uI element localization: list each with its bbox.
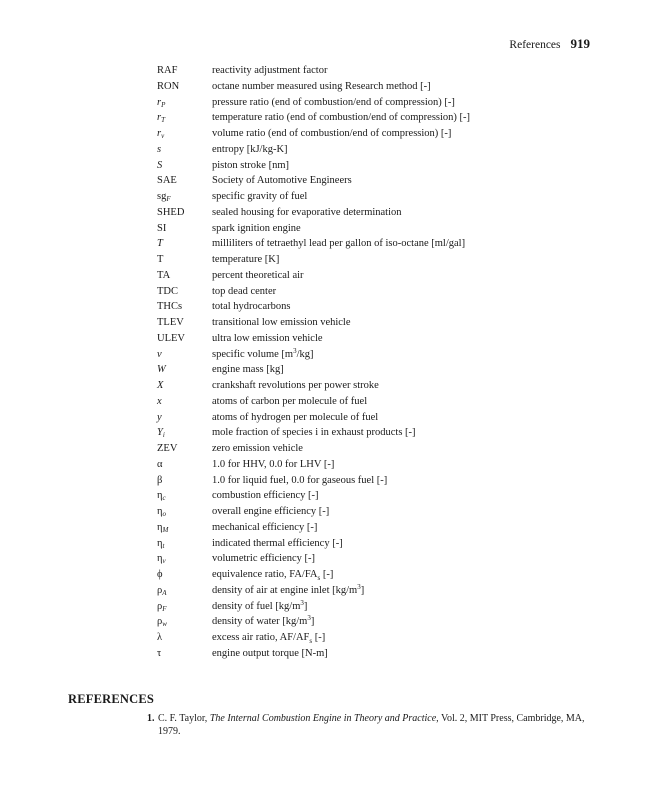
symbol: W — [157, 364, 166, 376]
reference-number: 1. — [147, 713, 155, 724]
symbol: SHED — [157, 206, 185, 218]
symbol-row — [157, 520, 597, 536]
symbol: $\rho_w$ — [157, 616, 167, 629]
symbol-row — [157, 331, 597, 347]
symbol: $\eta_M$ — [157, 521, 169, 534]
symbol: SI — [157, 222, 167, 234]
symbol: ϕ — [157, 569, 163, 580]
symbol: T — [157, 254, 164, 265]
symbol-description: 1.0 for HHV, 0.0 for LHV [-] — [212, 458, 335, 470]
reference-authors: C. F. Taylor, — [158, 713, 210, 724]
symbol-row — [157, 79, 597, 95]
symbol-subscript: t — [162, 541, 165, 550]
symbol-row — [157, 315, 597, 331]
symbol: $\eta_o$ — [157, 506, 166, 518]
reference-item — [147, 713, 588, 738]
symbol: $r_P$ — [157, 96, 166, 109]
symbol-row — [157, 236, 597, 252]
symbol-description: specific volume $[m^3/kg]$ — [212, 346, 314, 360]
symbol-row — [157, 189, 597, 205]
symbol-row — [157, 630, 597, 646]
symbol-row — [157, 63, 597, 79]
symbol-row — [157, 646, 597, 662]
symbol-row — [157, 457, 597, 473]
symbol: β — [157, 474, 163, 486]
symbol-row — [157, 268, 597, 284]
symbol-description: specific gravity of fuel — [212, 191, 308, 202]
symbol-description: top dead center — [212, 285, 277, 297]
symbol-row — [157, 284, 597, 300]
symbol-subscript: v — [161, 132, 165, 140]
symbol: T — [157, 238, 163, 250]
symbol-row — [157, 126, 597, 142]
symbol-row — [157, 504, 597, 520]
symbol-row — [157, 378, 597, 394]
symbol: λ — [157, 632, 163, 643]
symbol-description: atoms of carbon per molecule of fuel — [212, 395, 368, 407]
symbol-row — [157, 252, 597, 268]
symbol: X — [157, 380, 164, 391]
references-heading: REFERENCES — [68, 692, 155, 706]
symbol: v — [157, 348, 162, 360]
symbol-description: volumetric efficiency [-] — [212, 553, 316, 565]
symbol-description: piston stroke [nm] — [212, 159, 289, 171]
symbol-description: density of water $[kg/m^3]$ — [212, 614, 315, 628]
symbol-row — [157, 551, 597, 567]
reference-title: The Internal Combustion Engine in Theory and Practice, — [209, 713, 439, 724]
symbol-description: volume ratio (end of combustion/end of compression) [-] — [212, 128, 452, 139]
symbol-description: percent theoretical air — [212, 269, 304, 281]
symbol-subscript: T — [161, 116, 165, 125]
symbol-row — [157, 536, 597, 552]
symbol-subscript: A — [162, 588, 167, 597]
symbol-subscript: o — [162, 510, 166, 518]
symbol: ZEV — [157, 443, 178, 454]
symbol-row — [157, 110, 597, 126]
symbol: TDC — [157, 285, 178, 297]
symbol-description: excess air ratio, $AF/AF_s$ [-] — [212, 632, 326, 646]
symbol-description: engine output torque [N-m] — [212, 647, 328, 659]
symbol-description: transitional low emission vehicle — [212, 317, 351, 328]
symbol-description: temperature [K] — [212, 254, 280, 265]
running-header — [509, 36, 590, 52]
symbol: y — [157, 411, 162, 423]
symbol-description: indicated thermal efficiency [-] — [212, 537, 343, 549]
symbol-subscript: c — [162, 494, 166, 503]
symbol-description: crankshaft revolutions per power stroke — [212, 380, 379, 391]
symbol: $\rho_F$ — [157, 600, 167, 613]
symbol-row — [157, 142, 597, 158]
symbol-description: reactivity adjustment factor — [212, 65, 328, 76]
symbol-row — [157, 205, 597, 221]
symbol: x — [157, 395, 162, 407]
symbol-row — [157, 394, 597, 410]
symbol-subscript: F — [162, 604, 167, 613]
symbol-row — [157, 583, 597, 599]
symbol: $r_T$ — [157, 112, 165, 125]
symbol: $\eta_c$ — [157, 490, 166, 503]
symbol-description: temperature ratio (end of combustion/end of compression) [-] — [212, 112, 471, 124]
symbol-row — [157, 425, 597, 441]
symbol-subscript: i — [162, 431, 165, 440]
symbol: τ — [157, 647, 162, 659]
symbol-subscript: w — [162, 620, 167, 629]
symbol-subscript: F — [166, 195, 171, 203]
nomenclature-list — [157, 63, 597, 662]
symbol: RON — [157, 80, 180, 92]
symbol-description: atoms of hydrogen per molecule of fuel — [212, 411, 379, 423]
symbol-row — [157, 95, 597, 111]
page-number: 919 — [570, 36, 590, 51]
symbol-row — [157, 599, 597, 615]
symbol-subscript: M — [162, 525, 169, 534]
symbol-subscript: v — [162, 557, 166, 566]
symbol-row — [157, 173, 597, 189]
symbol-row — [157, 221, 597, 237]
symbol-description: sealed housing for evaporative determination — [212, 206, 402, 218]
symbol-row — [157, 567, 597, 583]
symbol-description: mechanical efficiency [-] — [212, 521, 318, 533]
symbol-description: Society of Automotive Engineers — [212, 175, 352, 187]
symbol-row — [157, 488, 597, 504]
symbol: $sg_F$ — [157, 191, 171, 203]
symbol-row — [157, 410, 597, 426]
symbol-row — [157, 441, 597, 457]
symbol: SAE — [157, 175, 177, 187]
symbol: TLEV — [157, 317, 184, 328]
symbol: $r_v$ — [157, 128, 165, 140]
symbol: $\rho_A$ — [157, 584, 167, 597]
symbol: $\eta_v$ — [157, 553, 166, 566]
symbol-row — [157, 347, 597, 363]
symbol-row — [157, 362, 597, 378]
symbol: ULEV — [157, 332, 185, 344]
symbol-description: octane number measured using Research method [-] — [212, 80, 431, 92]
symbol-description: entropy [kJ/kg-K] — [212, 143, 288, 155]
symbol-description: engine mass [kg] — [212, 364, 284, 376]
symbol-row — [157, 614, 597, 630]
symbol-row — [157, 158, 597, 174]
symbol-row — [157, 473, 597, 489]
symbol: RAF — [157, 65, 178, 76]
symbol: α — [157, 458, 163, 470]
symbol-description: combustion efficiency [-] — [212, 490, 319, 502]
symbol-description: density of air at engine inlet $[kg/m^3]$ — [212, 582, 365, 596]
symbol-row — [157, 299, 597, 315]
symbol-description: total hydrocarbons — [212, 301, 291, 313]
symbol-description: zero emission vehicle — [212, 443, 303, 454]
symbol-description: density of fuel $[kg/m^3]$ — [212, 598, 308, 612]
symbol: s — [157, 143, 162, 155]
symbol: $\eta_t$ — [157, 537, 165, 550]
reference-details: Vol. 2, MIT Press, Cambridge, MA, 1979. — [158, 713, 585, 737]
symbol: $Y_i$ — [157, 427, 165, 440]
symbol-description: ultra low emission vehicle — [212, 332, 323, 344]
symbol-description: mole fraction of species i in exhaust products [-] — [212, 427, 416, 439]
symbol-description: spark ignition engine — [212, 222, 301, 234]
symbol-description: milliliters of tetraethyl lead per gallon of iso-octane [ml/gal] — [212, 238, 466, 250]
symbol: S — [157, 159, 163, 171]
symbol: TA — [157, 269, 171, 281]
symbol-description: 1.0 for liquid fuel, 0.0 for gaseous fuel [-] — [212, 474, 388, 486]
header-section-title: References — [509, 39, 561, 51]
symbol: THCs — [157, 301, 183, 313]
symbol-subscript: P — [161, 100, 166, 109]
symbol-description: overall engine efficiency [-] — [212, 506, 330, 517]
symbol-description: pressure ratio (end of combustion/end of compression) [-] — [212, 96, 455, 108]
symbol-description: equivalence ratio, $FA/FA_s$ [-] — [212, 569, 334, 583]
